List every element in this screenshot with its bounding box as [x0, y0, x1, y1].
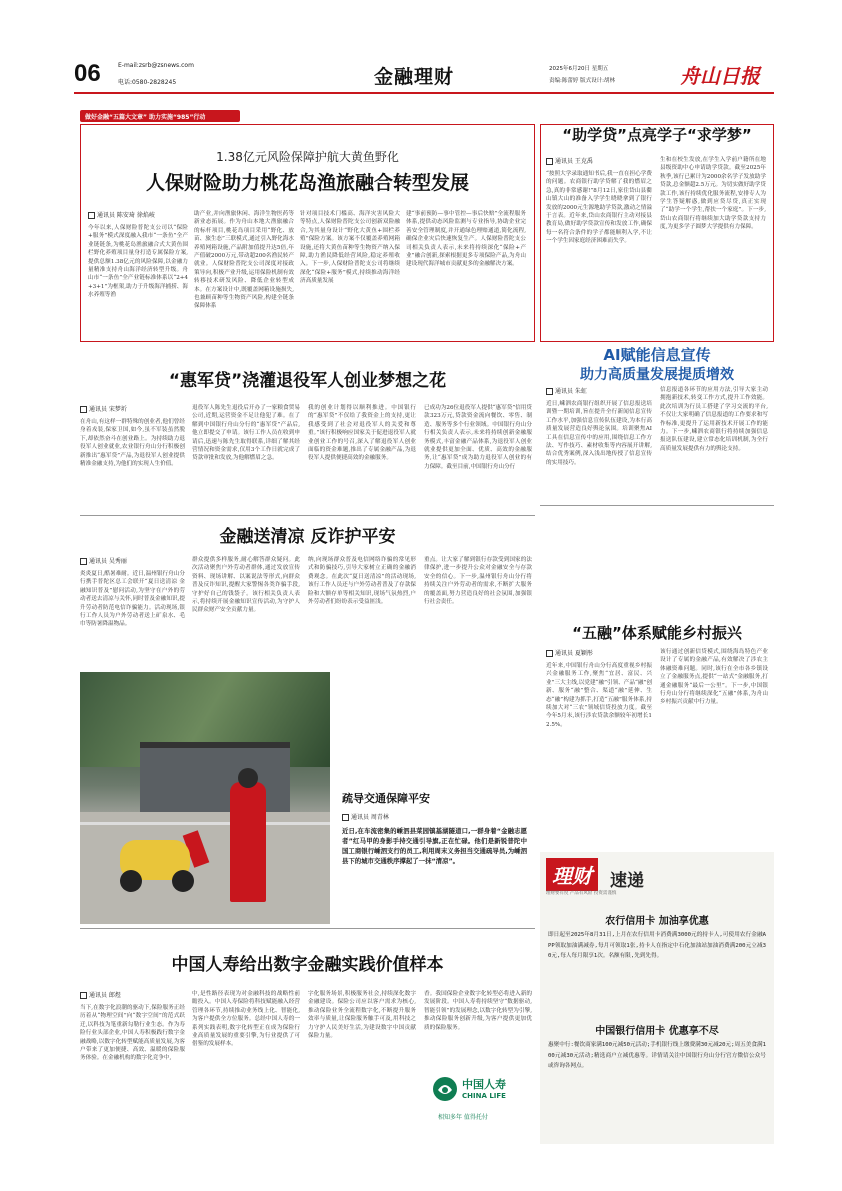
divider-2: [540, 505, 774, 506]
story6-byline: 通讯员 夏颖彤: [546, 648, 593, 657]
china-life-slogan: 相知多年 值得托付: [438, 1114, 488, 1121]
header-date: 2025年6月20日 星期五: [549, 66, 609, 72]
story7-byline: 通讯员 郎煜: [80, 990, 121, 999]
news-photo: [80, 672, 330, 924]
story3-col3: 我的创业计划得以顺利推进。中国银行的“惠军贷”不仅给了我资金上的支持,更让我感受到了社会对退役军人的关爱和尊重。”该行积极响应国家关于促进退役军人就业创业工作的号召,深入了解退役军人创业面临的资金难题,推出了专属金融产品,为退役军人提供便捷高效的金融服务。: [308, 405, 416, 462]
series-banner: [80, 110, 240, 122]
story4-byline: 通讯员 朱虹: [546, 386, 587, 395]
story6-col2: 该行通过创新信贷模式,围绕海岛特色产业设计了专属的金融产品,有效解决了涉农主体融资难问题。同时,该行在全市各乡镇设立了金融服务点,提供“一站式”金融服务,打通金融服务“最后一公里”。下一步,中国银行舟山分行将继续深化“五融”体系,为舟山乡村振兴贡献中行力量。: [660, 649, 768, 706]
story7-title: 中国人寿给出数字金融实践价值样本: [171, 955, 444, 975]
column-logo-side: 速递: [610, 871, 644, 891]
story2-byline: 通讯员 王克禹: [546, 156, 593, 165]
story7-col1: 当下,在数字化浪潮的驱动下,保险服务正经历着从“物理空间”向“数字空间”的范式跃迁,以科技为笔重新勾勒行业生态。作为寿险行业头部企业,中国人寿积极践行数字金融战略,以数字化转型赋能高质量发展,为客户带来了更加便捷、高效、温暖的保险服务体验。在金融机构的数字化竞争中,: [80, 1005, 185, 1062]
story4-col1: 近日,嵊泗农商银行组织开展了信息报送培训暨一期培训,旨在提升全行新闻信息宣传工作水平,加强信息宣传队伍建设,为本行高质量发展营造良好舆论氛围。培训聚焦AI工具在信息宣传中的应用,围绕信息工作方法、写作技巧、素材收集等内容展开讲解,结合优秀案例,深入浅出地传授了信息宣传的实用技巧。: [546, 401, 652, 466]
header-email: E-mail:zsrb@zsnews.com: [118, 62, 194, 69]
section-title: 金融理财: [374, 66, 455, 88]
column-news1-body: 即日起至2025年8月31日,上月在农行信用卡消费满3000元的持卡人,可使用农行金融APP领取加油满减券,每月可领取1张,持卡人在指定中石化加油站加油消费满200元立减30元,每人每月限享1次。名额有限,先到先得。: [548, 932, 766, 959]
column-news2-body: 惠聚中行:餐饮商家满100元减50元活动;手机银行线上缴费满30元减20元;周五美食满100元减30元活动;精选商户立减优惠等。详情请关注中国银行舟山分行官方微信公众号或咨询各网点。: [548, 1042, 766, 1069]
divider-3: [80, 928, 535, 929]
story3-col2: 退役军人陈先生退役后开办了一家粮食贸易公司,近期,运营资金不足让他犯了难。在了解到中国银行舟山分行的“惠军贷”产品后,他立即提交了申请。该行工作人员在收到申请后,迅速与陈先生取得联系,详细了解其经营情况和资金需求,仅用3个工作日就完成了贷款审批和发放,为他解燃眉之急。: [192, 405, 300, 462]
story4-title: AI赋能信息宣传: [603, 346, 711, 364]
photo-title: 疏导交通保障平安: [342, 792, 430, 805]
story5-col4: 重点。让大家了解到银行存款受到国家的法律保护,进一步提升公众对金融安全与存款安全的信心。下一步,温州银行舟山分行将持续关注户外劳动者的需求,不断扩大服务的覆盖面,努力营造良好的社会氛围,加强银行社会责任。: [424, 557, 532, 606]
photo-caption: 近日,在车流密集的嵊泗县菜园镇基湖隧道口,一群身着“金融志愿者”红马甲的身影手持交通引导旗,正在忙碌。他们是新锐普陀中国工商银行嵊泗支行的员工,利用周末义务担当交通疏导员,为嵊泗县下的城市交通秩序撑起了一抹“清凉”。: [342, 827, 527, 865]
story5-col2: 群众提供多样服务,耐心解答群众疑问。此次活动聚焦户外劳动者群体,通过发放宣传资料、现场讲解、以案说法等形式,向群众普及反诈知识,提醒大家警惕各类诈骗手段,守护好自己的钱袋子。该行相关负责人表示,将持续开展金融知识宣传活动,为守护人民群众财产安全贡献力量。: [192, 557, 300, 614]
photo-byline: 通讯员 周青林: [342, 812, 389, 821]
story3-col4: 已成功为26位退役军人提供“惠军贷”信用贷款323万元,贷款资金流向餐饮、零售、制造、服务等多个行业领域。中国银行舟山分行相关负责人表示,未来将持续创新金融服务模式,丰富金融产品体系,为退役军人创业就业提供更加全面、优质、高效的金融服务,让“惠军贷”成为助力退役军人创业的有力保障。截至目前,中国银行舟山分行: [424, 405, 532, 470]
header-rule: [74, 92, 774, 94]
story5-col1: 炎炎夏日,酷暑难耐。近日,温州银行舟山分行携手普陀区总工会联开“夏日送清凉 金融知识普及”慰问活动,为坚守在户外的劳动者送去清凉与关怀,同时普及金融知识,提升劳动者防范电信诈骗能力。活动现场,银行工作人员为户外劳动者送上矿泉水、毛巾等防暑降温物品。: [80, 571, 185, 628]
story5-col3: 纳,向现场群众普及电信网络诈骗的常见形式和防骗技巧,引导大家树立正确的金融消费观念。在此次“夏日送清凉”的活动现场,该行工作人员还与户外劳动者普及了存款保险和大额存单等相关知识,现场气氛热烈,户外劳动者们纷纷表示受益匪浅。: [308, 557, 416, 606]
story1-col4: 建“事前预防—事中管控—事后快赔”全流程服务体系,提供动态风险监测与专业指导,协助企业完善安全管理制度,并开通绿色理赔通道,简化流程,确保企业灾后快速恢复生产。人保财险普陀支公司相关负责人表示,未来将持续深化“保险+产业”融合创新,探索根据更多专项保险产品,为舟山建设现代海洋城市贡献更多的金融解决方案。: [406, 211, 526, 268]
story1-col1: 今年以来,人保财险普陀支公司以“保险+服务”模式深度融入我市“一条鱼”全产业链链条,为桃花岛渔旅融合式大黄鱼围栏野化养殖项目量身打造专属保险方案,提供总额1.38亿元的风险保障,以金融力量精准支持舟山海洋经济转型升级。舟山市“一条鱼”全产业链标准体系以“2+4+3+1”为框架,助力于升级海洋捕捞、海水养殖等渔: [88, 225, 188, 299]
story2-title: “助学贷”点亮学子“求学梦”: [562, 126, 752, 144]
page-number: 06: [74, 60, 101, 87]
story1-byline: 通讯员 陈安琦 徐焰岐: [88, 210, 155, 219]
header-phone: 电话:0580-2828245: [118, 79, 177, 86]
story7-col3: 字化服务场景,积极服务社会,持续深化数字金融建设。保险公司应以客户需求为核心,推动保险业务全流程数字化,不断提升服务效率与质量,让保险服务触手可及,用科技之力守护人民美好生活,为建设数字中国贡献保险力量。: [308, 991, 416, 1040]
story4-col2: 信息报道各环节的应用方法,引导大家主动拥抱新技术,转变工作方式,提升工作效能。此次培训为行员工搭建了学习交流的平台,不仅让大家明确了信息报道的工作要求和写作标准,更提升了运用新技术开展工作的能力。下一步,嵊泗农商银行将持续加强信息报送队伍建设,建立常态化培训机制,为全行高质量发展提供有力的舆论支持。: [660, 387, 768, 452]
china-life-en: CHINA LIFE: [462, 1092, 506, 1100]
story3-col1: 在舟山,有这样一群特殊的创业者,他们曾经身着戎装,保家卫国,如今,虽不军装虽然脱下,却依然奋斗在创业路上。为持续助力退役军人创业就业,农业银行舟山分行积极创新推出“惠军贷”产品,为退役军人创业提供精准金融支持,为他们的实现人生价值。: [80, 419, 185, 468]
story6-title: “五融”体系赋能乡村振兴: [572, 624, 742, 642]
story6-col1: 近年来,中国银行舟山分行高度重视乡村振兴金融服务工作,聚焦“宜居、富民、兴业”三大主线,以党建“融”引领、产品“融”创新、服务“融”整合、渠道“融”延伸、生态“融”构建为抓手,打造“五融”服务体系,持续加大对“三农”领域信贷投放力度。截至今年5月末,该行涉农贷款余额较年初增长12.5%。: [546, 663, 652, 728]
story1-col2: 助产业,并向渔旅休闲、海洋生物医药等新业态拓展。作为舟山本地大渔旅融合的标杆项目,桃花岛项目采用“野化、放苗、旅生态”三联模式,通过引入野化海水养殖网箱设施,产品附加值提升达5倍,年产值破2000万元,带动超200名渔民转产就业。人保财险普陀支公司深度对接政策导向,积极产业升级,运用保险机制有效转移技术研发风险、降低企业转型成本。在方案设计中,既覆盖网箱设施损失,也兼顾苗种等生物资产风险,构建全链条保障体系: [194, 211, 294, 310]
china-life-logo: [428, 1070, 532, 1140]
story1-subtitle: 1.38亿元风险保障护航大黄鱼野化: [216, 150, 399, 164]
story5-title: 金融送清凉 反诈护平安: [219, 527, 396, 547]
header-editors: 责编:陈蕾婷 版式设计:胡林: [549, 78, 615, 84]
column-logo: [546, 858, 666, 900]
story1-title: 人保财险助力桃花岛渔旅融合转型发展: [145, 172, 469, 194]
story7-col2: 中,是性路径表现为对金融科技的战略性前瞻投入。中国人寿保险将科技赋能融入经营管理各环节,持续推动业务线上化、智能化,为客户提供全方位服务。总经中国人寿的一系列实践表明,数字化转型正在成为保险行业高质量发展的重要引擎,为行业提供了可借鉴的发展样本。: [192, 991, 300, 1048]
column-logo-main: 理财: [546, 858, 598, 891]
page-header: [74, 58, 774, 90]
column-news1-title: 农行信用卡 加油享优惠: [605, 916, 709, 927]
china-life-name: 中国人寿: [462, 1078, 506, 1091]
china-life-emblem-icon: [432, 1076, 458, 1102]
story7-col4: 香。我国保险企业数字化转型必将进入新的发展阶段。中国人寿将持续坚守“数据驱动,智能引领”的发展理念,以数字化转型为引擎,推动保险服务创新升级,为客户提供更加优质的保险服务。: [424, 991, 532, 1031]
divider-1: [80, 515, 535, 516]
story3-title: “惠军贷”浇灌退役军人创业梦想之花: [168, 371, 447, 391]
column-news2-title: 中国银行信用卡 优惠享不尽: [595, 1026, 719, 1037]
story4-title2: 助力高质量发展提质增效: [580, 367, 734, 383]
masthead-logo: 舟山日报: [680, 64, 760, 88]
series-banner-label: 做好金融“五篇大文章” 助力实施“985”行动: [85, 114, 206, 121]
story3-byline: 通讯员 宋梦圻: [80, 404, 127, 413]
story5-byline: 通讯员 吴秀丽: [80, 556, 127, 565]
story1-col3: 针对项目技术门槛高、海洋灾害风险大等特点,人保财险普陀支公司创新双险融合,为其量身设计“野化大黄鱼+围栏养殖”保险方案。该方案不仅覆盖养殖网箱设施,还将大黄鱼苗种等生物资产纳入保障,助力渔民降低经营风险,稳定养殖收入。下一步,人保财险普陀支公司将继续深化“保险+服务”模式,持续推动海洋经济高质量发展: [300, 211, 400, 285]
column-slogan: 理财要有度 产品有风险 投资需谨慎: [546, 891, 617, 896]
story2-col2: 生和在校生发放,在学生入学前户籍所在地县级资助中心申请助学贷款。截至2025年秋季,该行已累计为2000余名学子发放助学贷款,总金额超2.5万元。为切实做好助学贷款工作,该行持续优化服务流程,安排专人为学生答疑解惑,做到应贷尽贷,真正实现了“助学一个学生,帮扶一个家庭”。下一步,岱山农商银行将继续加大助学贷款支持力度,为更多学子圆梦大学提供有力保障。: [660, 157, 766, 231]
story2-col1: “按照大学录取通知书后,我一直在担心学费的问题。农商银行助学贷解了我的燃眉之急,真的非常感谢!”8月12日,家住岱山县衢山镇大山的准备入学学生晓晓拿到了银行发放的2000元生源地助学贷款,激动之情溢于言表。近年来,岱山农商银行主动对接县教育局,做好助学贷款宣传和发放工作,确保每一名符合条件的学子都能顺利入学,不让一个学生因家庭经济困难而失学。: [546, 171, 652, 245]
